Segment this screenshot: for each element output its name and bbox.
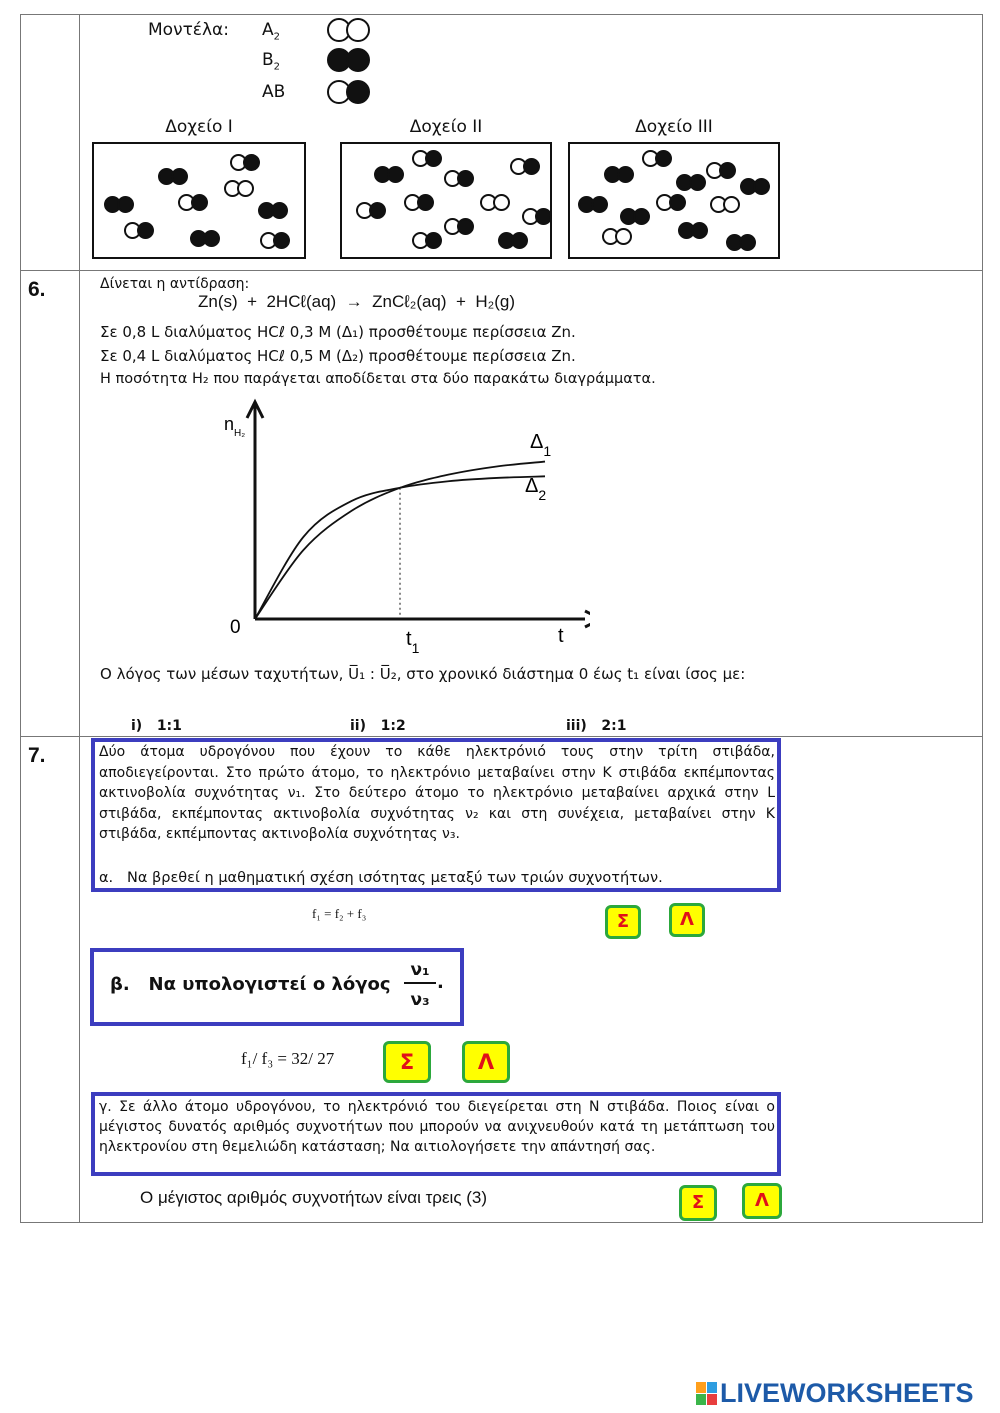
model-a2-label: $A_2$: [262, 20, 281, 43]
false-button[interactable]: Λ: [669, 903, 705, 937]
series-line-1: [255, 462, 545, 619]
ratio-period: .: [437, 972, 444, 993]
molecule-ab: [522, 208, 548, 227]
molecule-b2: [620, 208, 646, 227]
container-2: [340, 142, 552, 259]
molecule-b2: [740, 178, 766, 197]
molecule-b2: [104, 196, 130, 215]
question-7-text: Δύο άτομα υδρογόνου που έχουν το κάθε ηλεκτρόνιό τους στην τρίτη στιβάδα, αποδιεγείρονται. Στο πρώτο άτομο, το ηλεκτρόνιο μεταβαίνει στην Κ στιβάδα εκπέμποντας ακτινοβολία συχνότητας ν₁. Στο δεύτερο άτομο το ηλεκτρόνιο μεταβαίνει αρχικά στην L στιβάδα, εκπέμποντας ακτινοβολία συχνότητας ν₂ και στη συνέχεια, μεταβαίνει στην Κ στιβάδα, εκπέμποντας ακτινοβολία συχνότητας ν₃.: [99, 744, 775, 842]
series-line-2: [255, 476, 545, 619]
container-3: [568, 142, 780, 259]
model-ab-molecule: [327, 80, 365, 104]
molecule-a2: [602, 228, 628, 247]
molecule-ab: [444, 170, 470, 189]
model-b2-molecule: [327, 48, 365, 72]
series-1-label: $\Delta_1$: [530, 431, 552, 459]
option-2[interactable]: ii) 1:2: [350, 718, 406, 734]
origin-label: 0: [230, 617, 241, 638]
molecule-b2: [158, 168, 184, 187]
logo-icon: [696, 1382, 717, 1405]
table-column-divider: [79, 14, 80, 1223]
molecule-b2: [498, 232, 524, 251]
molecule-ab: [656, 194, 682, 213]
molecule-ab: [178, 194, 204, 213]
molecule-b2: [258, 202, 284, 221]
option-1[interactable]: i) 1:1: [131, 718, 182, 734]
false-button[interactable]: Λ: [462, 1041, 510, 1083]
answer-b: f₁/ f₃ = 32/ 27: [241, 1049, 335, 1068]
molecule-ab: [510, 158, 536, 177]
t1-tick-label: $t_1$: [406, 628, 420, 656]
answer-a: f₁ = f₂ + f₃: [312, 906, 367, 921]
true-button[interactable]: Σ: [383, 1041, 431, 1083]
molecule-ab: [356, 202, 382, 221]
molecule-b2: [374, 166, 400, 185]
series-2-label: $\Delta_2$: [525, 475, 547, 503]
question-7-a-box: [91, 738, 781, 892]
container-1-title: Δοχείο I: [165, 117, 233, 137]
molecule-ab: [260, 232, 286, 251]
models-label: Μοντέλα:: [148, 20, 229, 40]
molecule-ab: [412, 232, 438, 251]
molecule-ab: [706, 162, 732, 181]
x-axis-label: t: [558, 625, 564, 647]
ratio-denominator: ν₃: [410, 990, 430, 1010]
model-b2-label: $B_2$: [262, 50, 281, 73]
question-6-question: Ο λόγος των μέσων ταχυτήτων, U̅₁ : U̅₂, στο χρονικό διάστημα 0 έως t₁ είναι ίσος με:: [100, 665, 746, 683]
false-button[interactable]: Λ: [742, 1183, 782, 1219]
row-divider: [20, 270, 983, 271]
molecule-b2: [604, 166, 630, 185]
question-6-line-1: Σε 0,8 L διαλύματος HCℓ 0,3 M (Δ₁) προσθέτουμε περίσσεια Zn.: [100, 323, 576, 341]
question-6-reaction: Zn(s) + 2HCℓ(aq) → ZnCℓ₂(aq) + H₂(g): [198, 292, 516, 311]
question-6-intro: Δίνεται η αντίδραση:: [100, 276, 250, 292]
molecule-b2: [678, 222, 704, 241]
liveworksheets-logo: [696, 1378, 974, 1409]
molecule-ab: [230, 154, 256, 173]
option-3[interactable]: iii) 2:1: [566, 718, 627, 734]
true-button[interactable]: Σ: [679, 1185, 717, 1221]
molecule-a2: [480, 194, 506, 213]
ratio-numerator: ν₁: [404, 960, 436, 984]
molecule-b2: [726, 234, 752, 253]
y-axis-label: $n_{H_2}$: [224, 414, 246, 439]
question-6-number: 6.: [28, 278, 46, 301]
molecule-a2: [710, 196, 736, 215]
question-7-part-b: β. Να υπολογιστεί ο λόγος: [110, 974, 391, 995]
model-ab-label: AB: [262, 82, 286, 102]
question-7-number: 7.: [28, 744, 46, 767]
question-7-b-box: [90, 948, 464, 1026]
molecule-ab: [412, 150, 438, 169]
molecule-ab: [444, 218, 470, 237]
question-6-line-2: Σε 0,4 L διαλύματος HCℓ 0,5 M (Δ₂) προσθέτουμε περίσσεια Zn.: [100, 347, 576, 365]
logo-text: LIVEWORKSHEETS: [720, 1378, 974, 1408]
h2-amount-chart: [210, 390, 590, 660]
molecule-ab: [124, 222, 150, 241]
molecule-a2: [224, 180, 250, 199]
answer-c: Ο μέγιστος αριθμός συχνοτήτων είναι τρεις (3): [140, 1188, 488, 1207]
molecule-b2: [676, 174, 702, 193]
question-6-line-3: Η ποσότητα H₂ που παράγεται αποδίδεται στα δύο παρακάτω διαγράμματα.: [100, 371, 656, 387]
model-a2-molecule: [327, 18, 365, 42]
true-button[interactable]: Σ: [605, 905, 641, 939]
container-3-title: Δοχείο III: [635, 117, 713, 137]
question-7-part-a: α. Να βρεθεί η μαθηματική σχέση ισότητας μεταξύ των τριών συχνοτήτων.: [99, 870, 663, 886]
question-7-part-c: γ. Σε άλλο άτομο υδρογόνου, το ηλεκτρόνιό του διεγείρεται στη Ν στιβάδα. Ποιος είναι ο μέγιστος δυνατός αριθμός συχνοτήτων που μπορούν να ανιχνευθούν κατά τη μετάπτωση του ηλεκτρονίου στη θεμελιώδη κατάσταση; Να αιτιολογήσετε την απάντησή σας.: [99, 1099, 775, 1155]
question-7-c-box: [91, 1092, 781, 1176]
molecule-ab: [404, 194, 430, 213]
container-2-title: Δοχείο II: [409, 117, 483, 137]
row-divider: [20, 736, 983, 737]
molecule-b2: [190, 230, 216, 249]
molecule-b2: [578, 196, 604, 215]
container-1: [92, 142, 306, 259]
x-axis-arrow: [585, 611, 590, 627]
molecule-ab: [642, 150, 668, 169]
